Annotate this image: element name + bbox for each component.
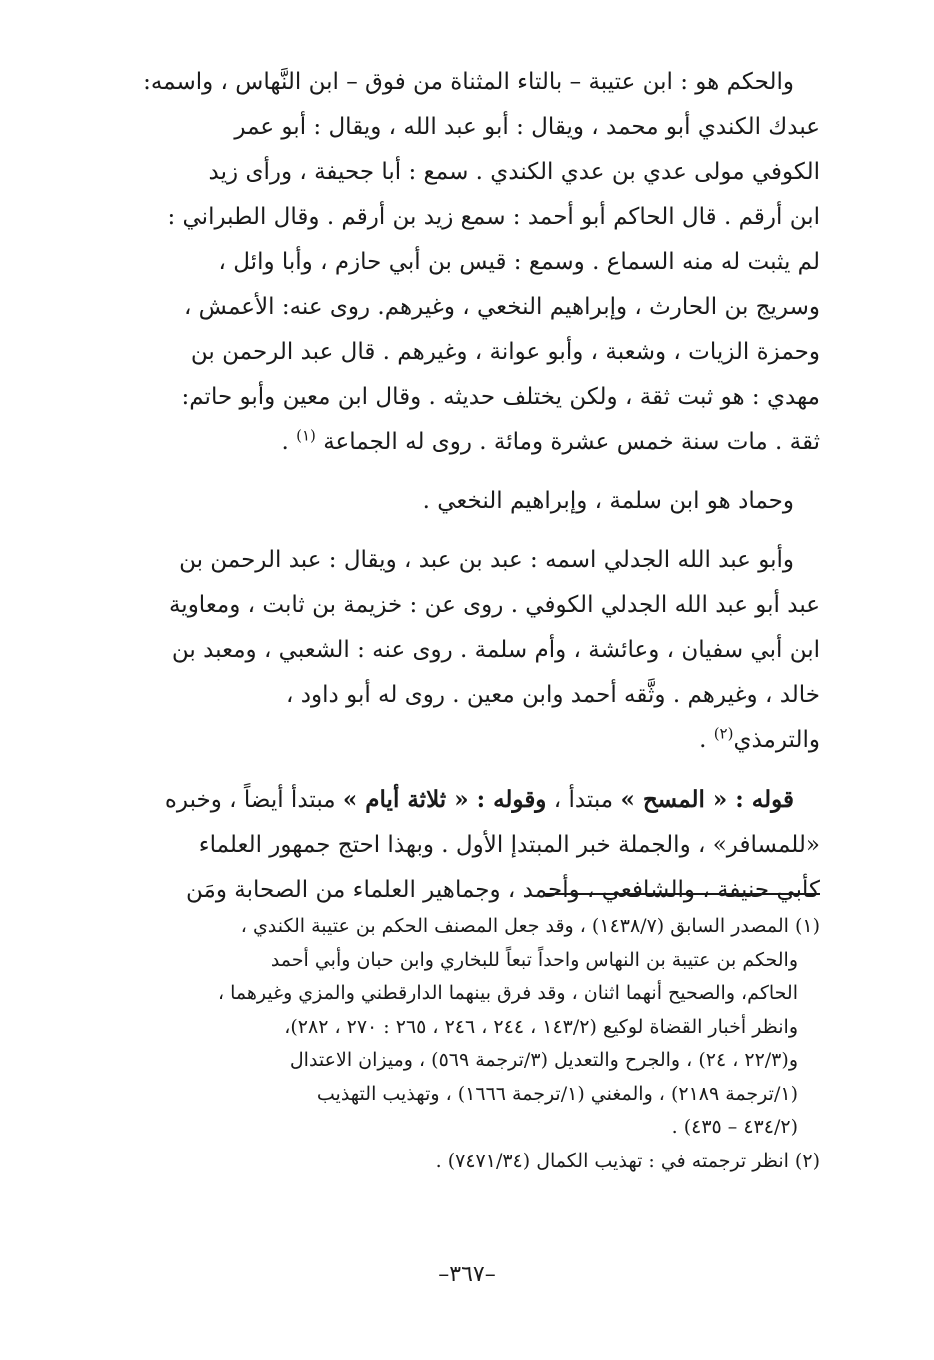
footnote-ref-2[interactable]: (٢) <box>713 724 734 743</box>
text-line: عبد أبو عبد الله الجدلي الكوفي . روى عن : خزيمة بن ثابت ، ومعاوية <box>168 592 820 618</box>
footnote-line: و(٢٢/٣ ، ٢٤) ، والجرح والتعديل (٣/ترجمة ٥٦٩) ، وميزان الاعتدال <box>289 1049 798 1071</box>
footnote-separator <box>545 893 820 895</box>
text-line: مهدي : هو ثبت ثقة ، ولكن يختلف حديثه . وقال ابن معين وأبو حاتم: <box>181 384 820 410</box>
text-line: عبدك الكندي أبو محمد ، ويقال : أبو عبد الله ، ويقال : أبو عمر <box>234 114 820 140</box>
text-line: لم يثبت له منه السماع . وسمع : قيس بن أبي حازم ، وأبا وائل ، <box>218 249 820 275</box>
text-line: وحمزة الزيات ، وشعبة ، وأبو عوانة ، وغيرهم . قال عبد الرحمن بن <box>190 339 820 365</box>
text-line: «للمسافر» ، والجملة خبر المبتدإ الأول . وبهذا احتج جمهور العلماء <box>198 832 820 858</box>
text-segment: . <box>699 727 714 753</box>
paragraph-hakam <box>120 60 820 465</box>
footnote-line: وانظر أخبار القضاة لوكيع (١٤٣/٢ ، ٢٤٤ ، ٢٤٦ ، ٢٦٥ : ٢٧٠ ، ٢٨٢)، <box>284 1015 798 1038</box>
footnote-line: (١) المصدر السابق (١٤٣٨/٧) ، وقد جعل المصنف الحكم بن عتيبة الكندي ، <box>240 915 820 937</box>
text-line: الكوفي مولى عدي بن عدي الكندي . سمع : أبا جحيفة ، ورأى زيد <box>208 159 820 185</box>
text-line: ابن أبي سفيان ، وعائشة ، وأم سلمة . روى عنه : الشعبي ، ومعبد بن <box>171 637 820 663</box>
page-number: –٣٦٧– <box>438 1262 496 1287</box>
text-line: وحماد هو ابن سلمة ، وإبراهيم النخعي . <box>422 488 794 514</box>
text-segment: مبتدأ أيضاً ، وخبره <box>164 787 343 813</box>
main-text <box>120 60 820 927</box>
footnote-line: (٤٣٤/٢ – ٤٣٥) . <box>671 1116 798 1138</box>
text-line <box>120 420 820 465</box>
text-line: وسريج بن الحارث ، وإبراهيم النخعي ، وغيرهم. روى عنه: الأعمش ، <box>183 294 820 320</box>
text-segment: مبتدأ ، <box>546 787 621 813</box>
text-segment: . <box>281 429 297 455</box>
footnote-line: (٢) انظر ترجمته في : تهذيب الكمال (٧٤٧١/٣٤) . <box>435 1149 820 1172</box>
text-line: كأبي حنيفة ، والشافعي ، وأحمد ، وجماهير العلماء من الصحابة ومَن <box>186 877 820 903</box>
text-segment: والترمذي <box>733 727 820 753</box>
text-segment: ثقة . مات سنة خمس عشرة ومائة . روى له الجماعة <box>323 429 820 455</box>
footnote-line: (١/ترجمة ٢١٨٩) ، والمغني (١/ترجمة ١٦٦٦) ، وتهذيب التهذيب <box>316 1082 798 1105</box>
text-line <box>120 718 820 763</box>
text-line: ابن أرقم . قال الحاكم أبو أحمد : سمع زيد بن أرقم . وقال الطبراني : <box>167 204 820 230</box>
footnote-1 <box>120 910 820 1145</box>
text-line: والحكم هو : ابن عتيبة – بالتاء المثناة من فوق – ابن النَّهاس ، واسمه: <box>143 69 794 95</box>
footnote-line: الحاكم، والصحيح أنهما اثنان ، وقد فرق بينهما الدارقطني والمزي وغيرهما ، <box>217 982 798 1004</box>
paragraph-hammad <box>120 479 820 524</box>
footnote-2 <box>120 1145 820 1179</box>
text-line: خالد ، وغيرهم . وثَّقه أحمد وابن معين . روى له أبو داود ، <box>286 682 820 708</box>
text-line: وأبو عبد الله الجدلي اسمه : عبد بن عبد ، ويقال : عبد الرحمن بن <box>179 547 794 573</box>
footnote-line: والحكم بن عتيبة بن النهاس واحداً تبعاً للبخاري وابن حبان وأبي أحمد <box>270 948 798 971</box>
footnote-ref-1[interactable]: (١) <box>296 426 316 445</box>
paragraph-jadali <box>120 538 820 763</box>
text-line <box>120 777 820 823</box>
bold-phrase: وقوله : « ثلاثة أيام » <box>342 786 547 813</box>
bold-phrase: قوله : « المسح » <box>620 786 794 813</box>
footnotes <box>120 910 820 1178</box>
